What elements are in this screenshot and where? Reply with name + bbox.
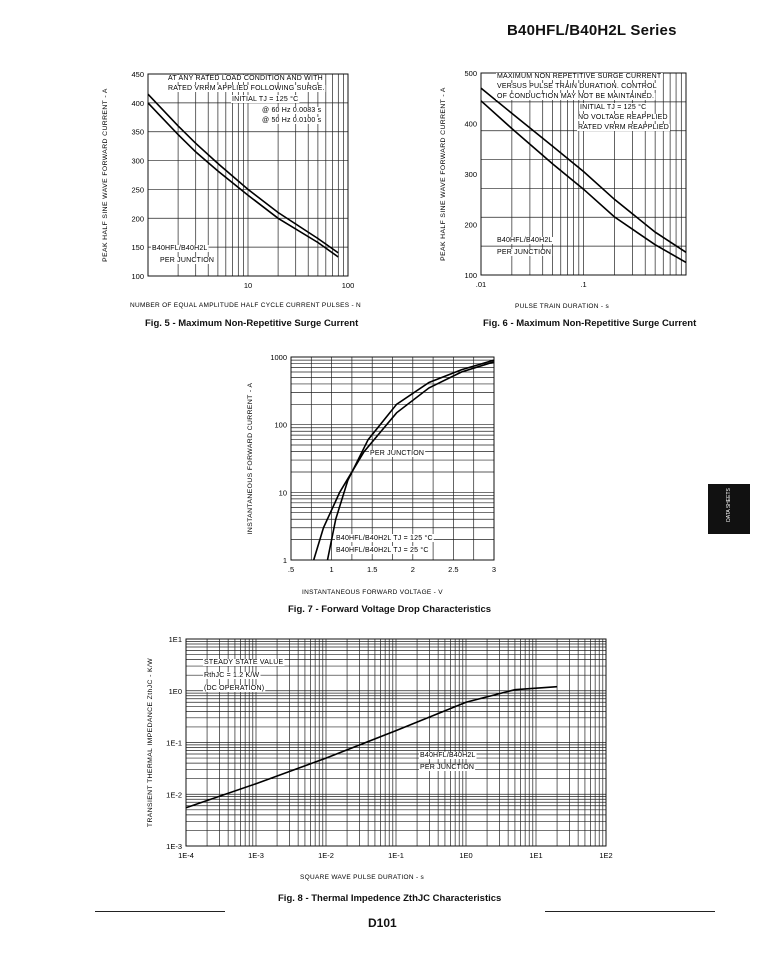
fig5-chart [102,70,361,309]
fig7-ylabel: INSTANTANEOUS FORWARD CURRENT - A [247,382,254,535]
fig7-chart [247,353,496,596]
footer-rule-right [545,911,715,912]
data-sheets-tab[interactable]: DATA SHEETS [708,484,750,534]
fig5-annotation-2: INITIAL TJ = 125 °C [232,96,299,103]
fig7-xtick-1: 1 [329,565,334,574]
fig6-ytick-3: 200 [464,220,477,230]
fig8-ytick-4: 1E-3 [166,842,182,851]
fig7-caption: Fig. 7 - Forward Voltage Drop Characteristics [288,604,492,615]
fig7-ytick-0: 1000 [270,353,287,362]
fig5-ytick-5: 200 [131,214,144,224]
fig7-xtick-0: .5 [287,565,295,574]
fig6-ytick-1: 400 [464,119,477,129]
series-title: B40HFL/B40H2L Series [507,22,677,39]
fig5-xlabel: NUMBER OF EQUAL AMPLITUDE HALF CYCLE CURRENT PULSES - N [130,302,362,309]
fig6-label-0: B40HFL/B40H2L [497,237,553,244]
fig6-ylabel: PEAK HALF SINE WAVE FORWARD CURRENT - A [440,87,447,261]
fig5-annotation-3: @ 60 Hz 0.0083 s [262,107,322,114]
fig8-xlabel: SQUARE WAVE PULSE DURATION - s [300,874,425,881]
fig5-annotation-0: AT ANY RATED LOAD CONDITION AND WITH [168,75,323,82]
fig6-caption: Fig. 6 - Maximum Non-Repetitive Surge Current [483,318,697,329]
fig6-annotation-5: RATED VRRM REAPPLIED [578,124,669,131]
footer-rule-left [95,911,225,912]
fig6-chart [440,69,686,310]
fig7-xtick-2: 1.5 [366,565,378,574]
fig7-ytick-1: 100 [274,420,287,430]
fig7-xtick-4: 2.5 [448,565,459,574]
fig5-ytick-2: 350 [131,127,144,137]
fig8-xtick-6: 1E2 [599,851,613,860]
fig5-ytick-0: 450 [131,70,144,79]
fig5-ytick-1: 400 [131,98,144,108]
fig6-annotation-2: OF CONDUCTION MAY NOT BE MAINTAINED. [497,93,655,100]
fig6-label-1: PER JUNCTION [497,249,552,256]
fig8-annotation-0: STEADY STATE VALUE [204,659,284,666]
fig8-ytick-2: 1E-1 [166,738,182,748]
fig6-xtick-0: .01 [475,280,487,289]
fig5-xtick-1: 100 [341,281,355,290]
fig8-xtick-2: 1E-2 [318,851,334,860]
fig6-annotation-3: INITIAL TJ = 125 °C [580,104,647,111]
fig8-ytick-0: 1E1 [168,635,182,644]
fig6-ytick-2: 300 [464,170,477,179]
fig8-xtick-3: 1E-1 [388,851,404,860]
fig5-ytick-4: 250 [131,185,144,195]
fig5-annotation-4: @ 50 Hz 0.0100 s [262,117,322,124]
fig5-ytick-3: 300 [131,156,144,166]
fig5-annotation-1: RATED VRRM APPLIED FOLLOWING SURGE. [168,85,325,92]
fig8-xtick-4: 1E0 [459,851,473,860]
page-number: D101 [368,916,397,930]
fig6-xtick-1: .1 [580,280,587,289]
fig6-annotation-1: VERSUS PULSE TRAIN DURATION. CONTROL [497,83,657,90]
fig6-xlabel: PULSE TRAIN DURATION - s [515,303,609,310]
fig5-caption: Fig. 5 - Maximum Non-Repetitive Surge Current [145,318,359,329]
fig8-label-1: PER JUNCTION [420,764,475,771]
fig8-xtick-0: 1E-4 [178,851,194,860]
fig5-xtick-0: 10 [243,281,253,290]
fig8-xtick-1: 1E-3 [248,851,264,860]
fig7-legend-0: B40HFL/B40H2L TJ = 125 °C [336,535,433,542]
fig7-label-0: PER JUNCTION [370,450,425,457]
fig7-ytick-2: 10 [278,488,287,498]
fig7-xtick-3: 2 [410,565,415,574]
fig6-ytick-0: 500 [464,69,477,78]
fig7-legend-1: B40HFL/B40H2L TJ = 25 °C [336,547,429,554]
fig5-ytick-6: 150 [131,243,144,253]
fig8-xtick-5: 1E1 [529,851,543,860]
fig8-ytick-3: 1E-2 [166,790,182,800]
fig6-ytick-4: 100 [464,271,477,280]
fig8-ylabel: TRANSIENT THERMAL IMPEDANCE ZthJC - K/W [147,657,154,828]
fig8-ytick-1: 1E0 [168,686,182,696]
fig6-annotation-0: MAXIMUM NON REPETITIVE SURGE CURRENT [497,73,662,80]
fig7-xtick-5: 3 [491,565,497,574]
fig7-series-0-line [314,362,494,560]
fig8-label-0: B40HFL/B40H2L [420,752,476,759]
fig7-ytick-3: 1 [282,556,287,565]
fig7-xlabel: INSTANTANEOUS FORWARD VOLTAGE - V [302,589,443,596]
fig5-ylabel: PEAK HALF SINE WAVE FORWARD CURRENT - A [102,88,109,262]
fig8-caption: Fig. 8 - Thermal Impedence ZthJC Characteristics [278,893,502,904]
fig5-label-0: B40HFL/B40H2L [152,245,208,252]
fig6-annotation-4: NO VOLTAGE REAPPLIED [578,114,668,121]
fig5-ytick-7: 100 [131,272,144,281]
fig8-annotation-1: RthJC = 1.2 K/W [204,672,260,679]
fig8-chart [147,635,613,881]
fig5-label-1: PER JUNCTION [160,257,215,264]
fig8-annotation-2: (DC OPERATION) [204,685,265,692]
